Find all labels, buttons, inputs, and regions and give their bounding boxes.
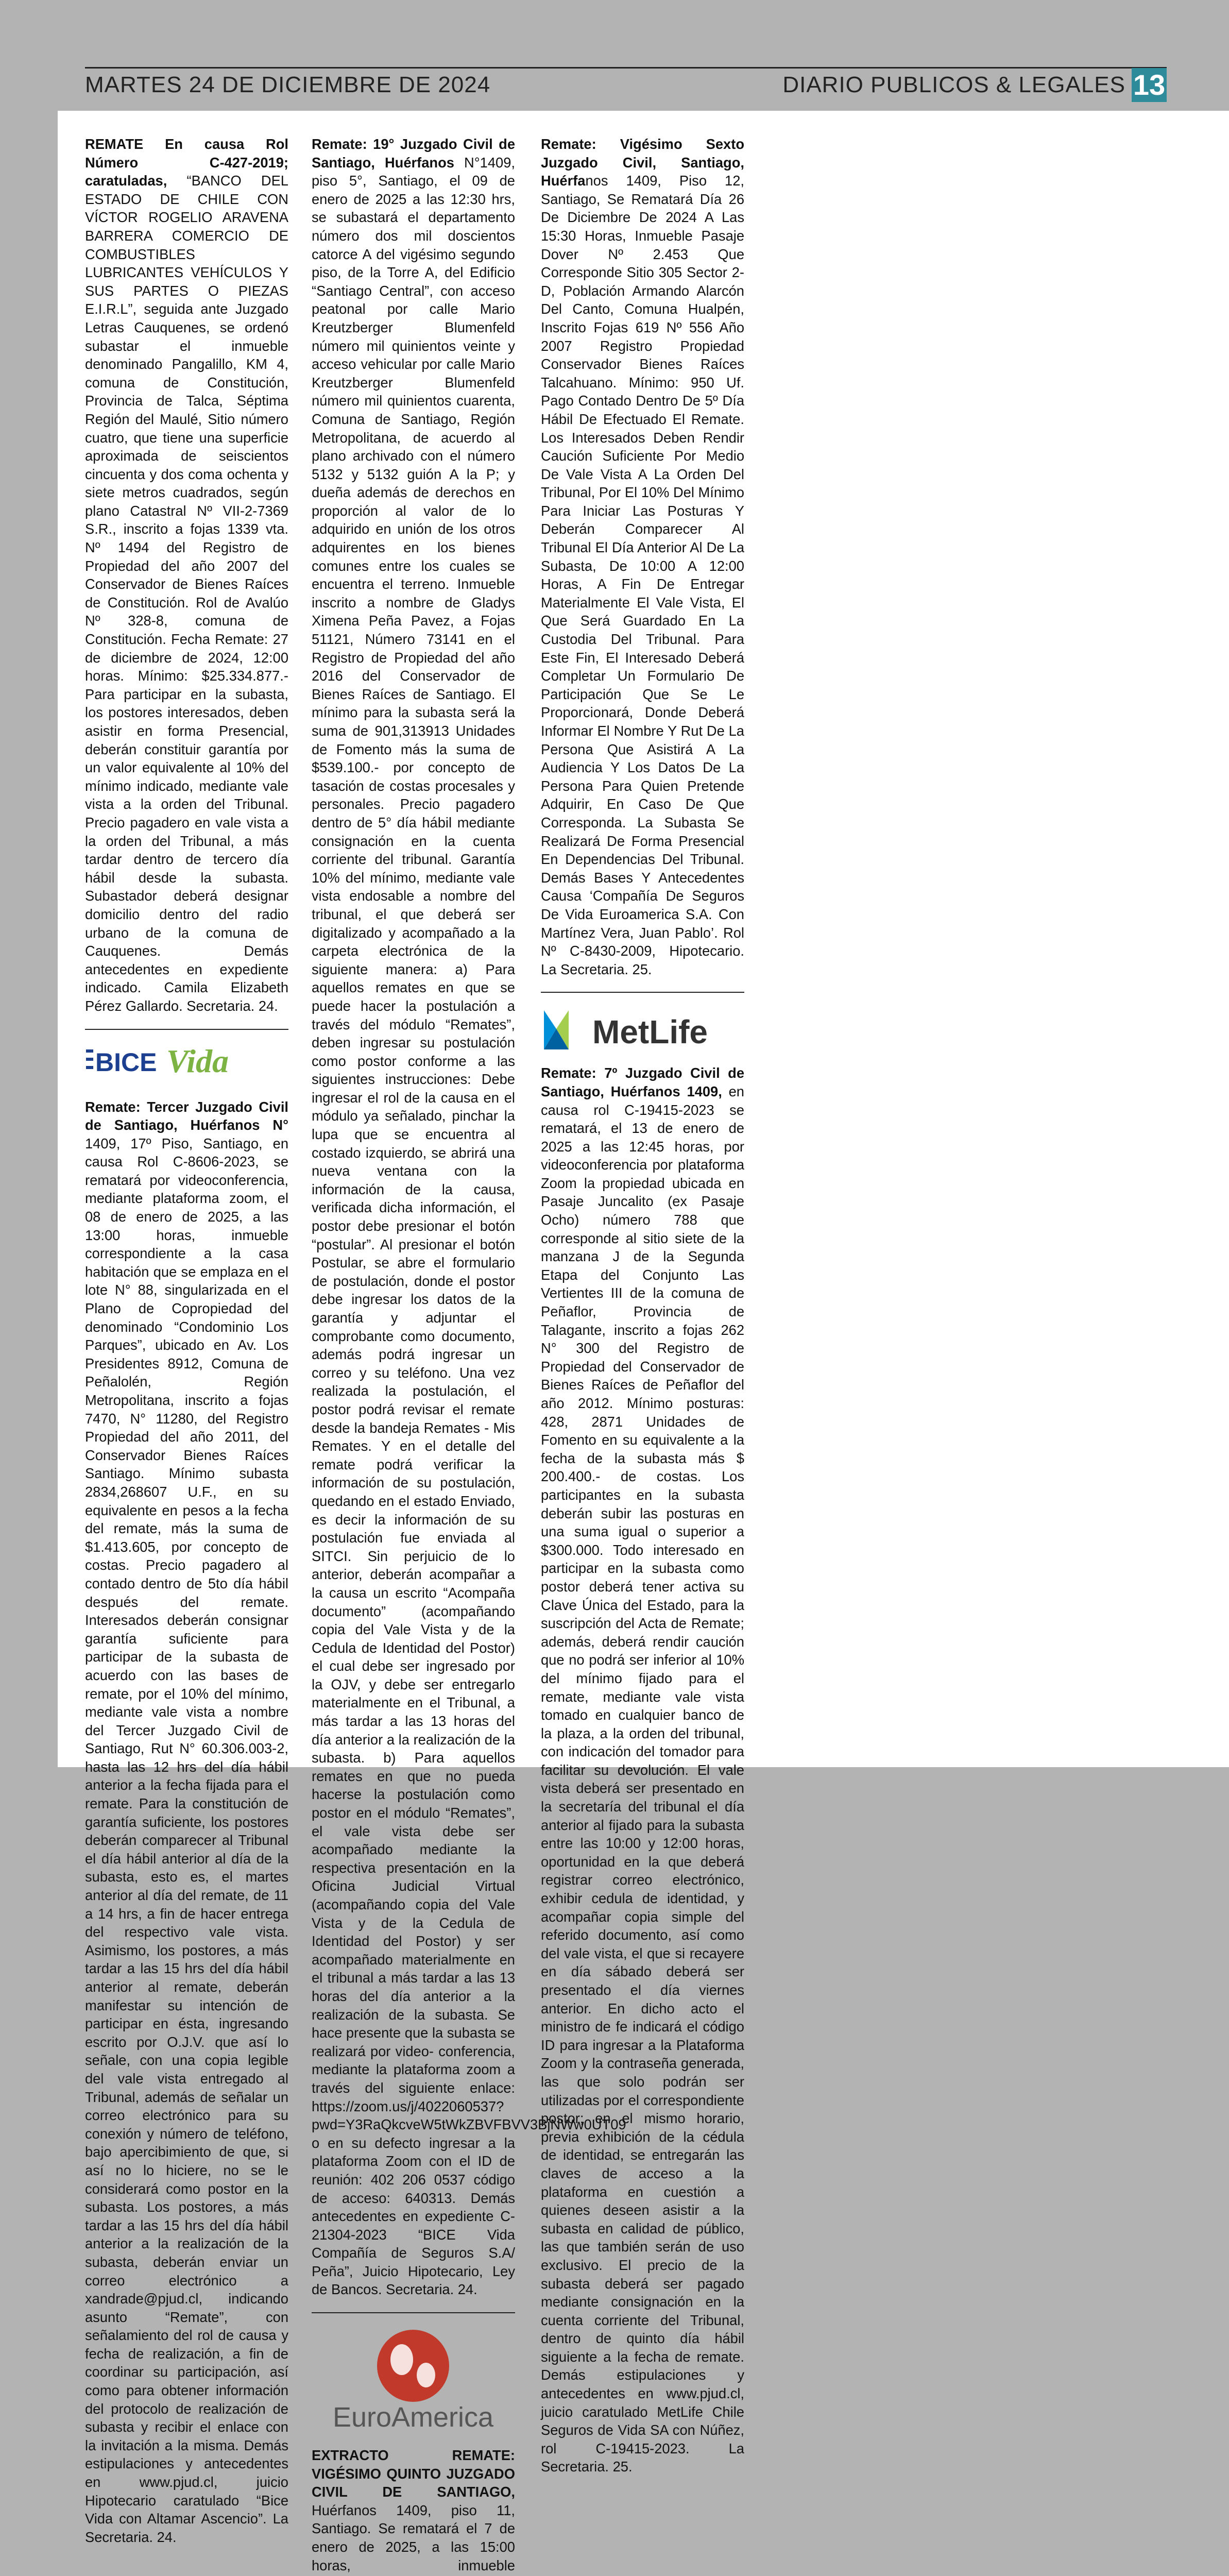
column-2 (312, 135, 626, 2576)
notice-text: N°1409, piso 5°, Santiago, el 09 de enero de 2025 a las 12:30 hrs, se subastará el departamento número dos mil doscientos catorce A del vigésimo segundo piso, de la Torre A, del Edificio “Santiago Central”, con acceso peatonal por calle Mario Kreutzberger Blumenfeld número mil quinientos veinte y acceso vehicular por calle Mario Kreutzberger Blumenfeld número mil quinientos cuarenta, Comuna de Santiago, Región Metropolitana, de acuerdo al plano archivado con el número 5132 y 5132 guión A la P; y dueña además de derechos en proporción al valor de lo adquirido en unión de los otros adquirentes en los bienes comunes entre los cuales se encuentra el terreno. Inmueble inscrito a nombre de Gladys Ximena Peña Pavez, a Fojas 51121, Número 73141 en el Registro de Propiedad del año 2016 del Conservador de Bienes Raíces de Santiago. El mínimo para la subasta será la suma de 901,313913 Unidades de Fomento más la suma de $539.100.- por concepto de tasación de costas procesales y personales. Precio pagadero dentro de 5° día hábil mediante consignación en la cuenta corriente del tribunal. Garantía 10% del mínimo, mediante vale vista endosable a nombre del tribunal, el que deberá ser digitalizado y acompañado a la carpeta electrónica de la siguiente manera: a) Para aquellos remates en que se puede hacer la postulación a través del módulo “Remates”, deben ingresar su postulación como postor conforme a las siguientes instrucciones: Debe ingresar el rol de la causa en el módulo ya señalado, pinchar la lupa que se encuentra al costado izquierdo, se abrirá una nueva ventana con la información de la causa, verificada dicha información, el postor debe presionar el botón “postular”. Al presionar el botón Postular, se abre el formulario de postulación, donde el postor debe ingresar los datos de la garantía y adjuntar el comprobante como documento, además podrá ingresar un correo y su teléfono. Una vez realizada la postulación, el postor podrá revisar el remate desde la bandeja Remates - Mis Remates. Y en el detalle del remate podrá verificar la información de su postulación, quedando en el estado Enviado, es decir la información de su postulación fue enviada al SITCI. Sin perjuicio de lo anterior, deberán acompañar a la causa un escrito “Acompaña documento” (acompañando copia del Vale Vista y de la Cedula de Identidad del Postor) el cual debe ser ingresado por la OJV, y debe ser entregarlo materialmente en el Tribunal, a más tardar a las 13 horas del día anterior a la realización de la subasta. b) Para aquellos remates en que no pueda hacerse la postulación como postor en el módulo “Remates”, el vale vista debe ser acompañado mediante la respectiva presentación en la Oficina Judicial Virtual (acompañando copia del Vale Vista y de la Cedula de Identidad del Postor) y ser acompañado materialmente en el tribunal a más tardar a las 13 horas del día anterior a la realización de la subasta. Se hace presente que la subasta se realizará por video- conferencia, mediante la plataforma zoom a través del siguiente enlace: https://zoom.us/j/4022060537?pwd=Y3RaQkcveW5tWkZBVFBVV3BjNWw0UT09 o en su defecto ingresar a la plataforma Zoom con el ID de reunión: 402 206 0537 código de acceso: 640313. Demás antecedentes en expediente C-21304-2023 “BICE Vida Compañía de Seguros S.A/ Peña”, Juicio Hipotecario, Ley de Bancos. Secretaria. 24. (312, 154, 626, 2298)
notice-heading: Remate: Vigésimo Sexto Juzgado Civil, Santiago, Huérfa (541, 136, 744, 189)
metlife-logo (541, 1003, 744, 1055)
notice-remate-tercer-juzgado (85, 1098, 288, 2547)
notice-heading: REMATE En causa Rol Número C-427-2019; caratuladas, (85, 136, 288, 189)
bice-vida-logo (85, 1040, 288, 1087)
notice-text: Huérfanos 1409, piso 11, Santiago. Se rematará el 7 de enero de 2025, a las 15:00 horas, inmueble (312, 2502, 515, 2573)
notice-heading: Remate: 19° Juzgado Civil de Santiago, Huérfanos (312, 136, 515, 171)
notice-text: “BANCO DEL ESTADO DE CHILE CON VÍCTOR ROGELIO ARAVENA BARRERA COMERCIO DE COMBUSTIBLES LUBRICANTES VEHÍCULOS Y SUS PARTES O PIEZAS E.I.R.L”, seguida ante Juzgado Letras Cauquenes, se ordenó subastar el inmueble denominado Pangalillo, KM 4, comuna de Constitución, Provincia de Talca, Séptima Región del Maulé, Sitio número cuatro, que tiene una superficie aproximada de seiscientos cincuenta y dos coma ochenta y siete metros cuadrados, según plano Catastral Nº VII-2-7369 S.R., inscrito a fojas 1339 vta. Nº 1494 del Registro de Propiedad del año 2007 del Conservador de Bienes Raíces de Constitución. Rol de Avalúo Nº 328-8, comuna de Constitución. Fecha Remate: 27 de diciembre de 2024, 12:00 horas. Mínimo: $25.334.877.- Para participar en la subasta, los postores interesados, deben asistir en forma Presencial, deberán constituir garantía por un valor equivalente al 10% del mínimo indicado, mediante vale vista a la orden del Tribunal. Precio pagadero en vale vista a la orden del Tribunal, a más tardar dentro de tercero día hábil desde la subasta. Subastador deberá designar domicilio dentro del radio urbano de la comuna de Cauquenes. Demás antecedentes en expediente indicado. Camila Elizabeth Pérez Gallardo. Secretaria. 24. (85, 173, 288, 1014)
svg-text:BICE: BICE (95, 1047, 157, 1077)
divider (541, 992, 744, 993)
divider (85, 1029, 288, 1030)
notice-heading: EXTRACTO REMATE: VIGÉSIMO QUINTO JUZGADO CIVIL DE SANTIAGO, (312, 2447, 515, 2500)
notice-remate-cauquenes (85, 135, 288, 1015)
notice-text: nos 1409, Piso 12, Santiago, Se Rematará Día 26 De Diciembre De 2024 A Las 15:30 Horas, Inmueble Pasaje Dover Nº 2.453 Que Corresponde Sitio 305 Sector 2-D, Población Armando Alarcón Del Canto, Comuna Hualpén, Inscrito Fojas 619 Nº 556 Año 2007 Registro Propiedad Conservador Bienes Raíces Talcahuano. Mínimo: 950 Uf. Pago Contado Dentro De 5º Día Hábil De Efectuado El Remate. Los Interesados Deben Rendir Caución Suficiente Por Medio De Vale Vista A La Orden Del Tribunal, Por El 10% Del Mínimo Para Iniciar Las Posturas Y Deberán Comparecer Al Tribunal El Día Anterior Al De La Subasta, De 10:00 A 12:00 Horas, A Fin De Entregar Materialmente El Vale Vista, El Que Será Guardado En La Custodia Del Tribunal. Para Este Fin, El Interesado Deberá Completar Un Formulario De Participación Que Se Le Proporcionará, Donde Deberá Informar El Nombre Y Rut De La Persona Que Asistirá A La Audiencia Y Los Datos De La Persona Para Quien Pretende Adquirir, En Caso De Que Corresponda. La Subasta Se Realizará De Forma Presencial En Dependencias Del Tribunal. Demás Bases Y Antecedentes Causa ‘Compañía De Seguros De Vida Euroamerica S.A. Con Martínez Vera, Juan Pablo’. Rol Nº C-8430-2009, Hipotecario. La Secretaria. 25. (541, 173, 744, 977)
issue-date: MARTES 24 DE DICIEMBRE DE 2024 (85, 72, 491, 97)
notice-remate-7-juzgado (541, 1064, 744, 2476)
column-3 (541, 135, 744, 2476)
column-1 (85, 135, 288, 2546)
notice-heading: Remate: Tercer Juzgado Civil de Santiago, Huérfanos N° (85, 1098, 288, 1133)
notice-heading: Remate: 7º Juzgado Civil de Santiago, Huérfanos 1409, (541, 1065, 744, 1099)
notice-text: 1409, 17º Piso, Santiago, en causa Rol C-8606-2023, se rematará por videoconferencia, mediante plataforma zoom, el 08 de enero de 2025, a las 13:00 horas, inmueble correspondiente a la casa habitación que se emplaza en el lote N° 88, singularizada en el Plano de Copropiedad del denominado “Condominio Los Parques”, ubicado en Av. Los Presidentes 8912, Comuna de Peñalolén, Región Metropolitana, inscrito a fojas 7470, N° 11280, del Registro Propiedad del año 2011, del Conservador Bienes Raíces Santiago. Mínimo subasta 2834,268607 U.F., en su equivalente en pesos a la fecha del remate, más la suma de $1.413.605, por concepto de costas. Precio pagadero al contado dentro de 5to día hábil después del remate. Interesados deberán consignar garantía suficiente para participar de la subasta de acuerdo con las bases de remate, por el 10% del mínimo, mediante vale vista a nombre del Tercer Juzgado Civil de Santiago, Rut N° 60.306.003-2, hasta las 12 hrs del día hábil anterior a la fecha fijada para el remate. Para la constitución de garantía suficiente, los postores deberán comparecer al Tribunal el día hábil anterior al día de la subasta, esto es, el martes anterior al día del remate, de 11 a 14 hrs, a fin de hacer entrega del respectivo vale vista. Asimismo, los postores, a más tardar a las 15 hrs del día hábil anterior al remate, deberán manifestar su intención de participar en ésta, ingresando escrito por O.J.V. que así lo señale, con una copia legible del vale vista entregado al Tribunal, además de señalar un correo electrónico para su conexión y número de teléfono, bajo apercibimiento de que, si así no lo hiciere, no se le considerará como postor en la subasta. Los postores, a más tardar a las 15 hrs del día hábil anterior a la realización de la subasta, deberán enviar un correo electrónico a xandrade@pjud.cl, indicando asunto “Remate”, con señalamiento del rol de causa y fecha de realización, a fin de coordinar su participación, así como para obtener información del protocolo de realización de subasta y recibir el enlace con la invitación a la misma. Demás estipulaciones y antecedentes en www.pjud.cl, juicio Hipotecario caratulado “Bice Vida con Altamar Ascencio”. La Secretaria. 24. (85, 1135, 288, 2545)
header-rule (85, 67, 1167, 69)
euroamerica-logo (312, 2324, 515, 2437)
svg-text:EuroAmerica: EuroAmerica (332, 2402, 494, 2433)
divider (312, 2312, 515, 2313)
svg-text:MetLife: MetLife (592, 1013, 708, 1051)
notice-remate-vigesimo-sexto (541, 135, 744, 978)
page-number: 13 (1132, 68, 1167, 102)
svg-text:Vida: Vida (166, 1042, 229, 1079)
newspaper-name: DIARIO PUBLICOS & LEGALES (782, 72, 1125, 97)
notice-remate-19-juzgado (312, 135, 626, 2299)
notice-extracto-remate (312, 2446, 515, 2576)
page-header (85, 63, 1167, 104)
notice-text: en causa rol C-19415-2023 se rematará, el 13 de enero de 2025 a las 12:45 horas, por videoconferencia por plataforma Zoom la propiedad ubicada en Pasaje Juncalito (ex Pasaje Ocho) número 788 que corresponde al sitio siete de la manzana J de la Segunda Etapa del Conjunto Las Vertientes III de la comuna de Peñaflor, Provincia de Talagante, inscrito a fojas 262 N° 300 del Registro de Propiedad del Conservador de Bienes Raíces de Peñaflor del año 2012. Mínimo posturas: 428, 2871 Unidades de Fomento en su equivalente a la fecha de la subasta más $ 200.400.- de costas. Los participantes en la subasta deberán subir las posturas en una suma igual o superior a $300.000. Todo interesado en participar en la subasta como postor deberá tener activa su Clave Única del Estado, para la suscripción del Acta de Remate; además, deberá rendir caución que no podrá ser inferior al 10% del mínimo fijado para el remate, mediante vale vista tomado en cualquier banco de la plaza, a la orden del tribunal, con indicación del tomador para facilitar su devolución. El vale vista deberá ser presentado en la secretaría del tribunal el día anterior al fijado para la subasta entre las 10:00 y 12:00 horas, oportunidad en la que deberá registrar correo electrónico, exhibir cedula de identidad, y acompañar copia simple del referido documento, así como del vale vista, el que si recayere en día sábado deberá ser presentado el día viernes anterior. En dicho acto el ministro de fe indicará el código ID para ingresar a la Plataforma Zoom y la contraseña generada, las que solo podrán ser utilizadas por el correspondiente postor; en el mismo horario, previa exhibición de la cédula de identidad, se entregarán las claves de acceso a la plataforma en cuestión a quienes deseen asistir a la subasta en calidad de público, las que también serán de uso exclusivo. El precio de la subasta deberá ser pagado mediante consignación en la cuenta corriente del Tribunal, dentro de quinto día hábil siguiente a la fecha de remate. Demás estipulaciones y antecedentes en www.pjud.cl, juicio caratulado MetLife Chile Seguros de Vida SA con Núñez, rol C-19415-2023. La Secretaria. 25. (541, 1083, 744, 2475)
